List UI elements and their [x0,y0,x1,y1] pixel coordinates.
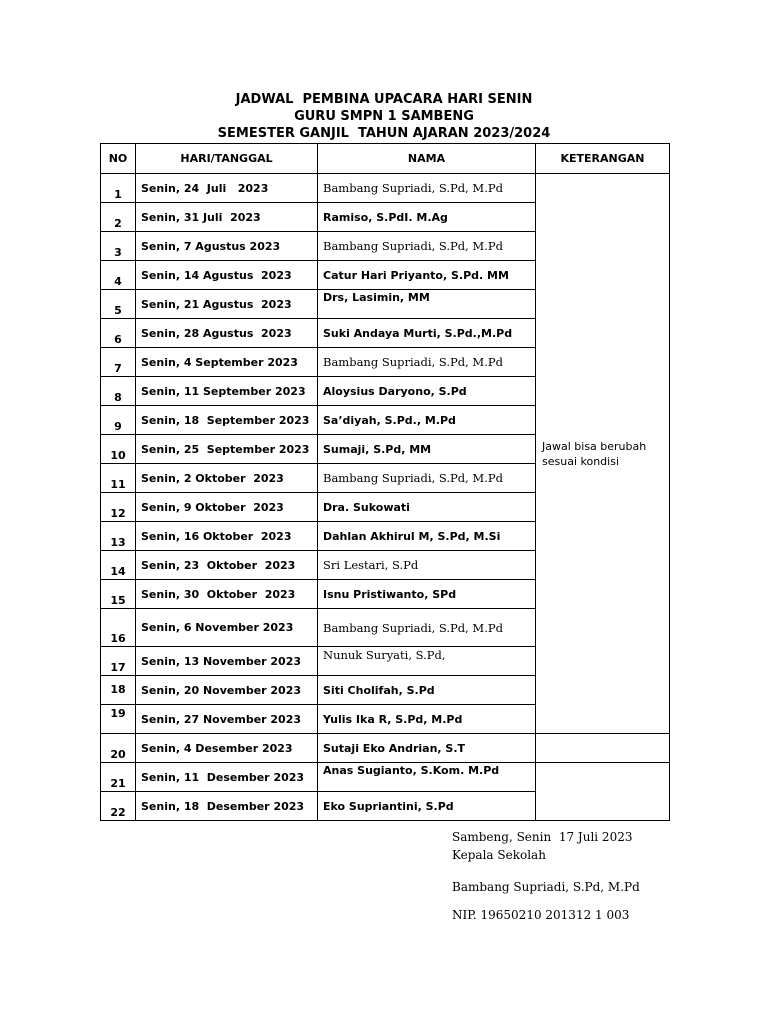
schedule-table [100,143,670,821]
row-nama: Ramiso, S.PdI. M.Ag [318,203,536,232]
header-nama: NAMA [318,144,536,174]
row-date: Senin, 27 November 2023 [136,705,318,734]
row-no: 21 [101,763,136,792]
row-no: 10 [101,435,136,464]
row-no: 22 [101,792,136,821]
row-no: 16 [101,609,136,647]
document-title [0,91,768,142]
row-date: Senin, 13 November 2023 [136,647,318,676]
row-date: Senin, 20 November 2023 [136,676,318,705]
row-nama: Bambang Supriadi, S.Pd, M.Pd [318,609,536,647]
row-no: 13 [101,522,136,551]
row-no: 14 [101,551,136,580]
row-no: 9 [101,406,136,435]
row-no: 3 [101,232,136,261]
header-keterangan: KETERANGAN [536,144,670,174]
signature-block [452,830,640,922]
row-nama: Suki Andaya Murti, S.Pd.,M.Pd [318,319,536,348]
row-nama: Catur Hari Priyanto, S.Pd. MM [318,261,536,290]
row-date: Senin, 11 Desember 2023 [136,763,318,792]
table-row [101,763,670,792]
row-date: Senin, 4 Desember 2023 [136,734,318,763]
keterangan-empty [536,734,670,763]
row-date: Senin, 16 Oktober 2023 [136,522,318,551]
row-nama: Siti Cholifah, S.Pd [318,676,536,705]
row-nama: Isnu Pristiwanto, SPd [318,580,536,609]
row-no: 8 [101,377,136,406]
title-line-3: SEMESTER GANJIL TAHUN AJARAN 2023/2024 [217,126,551,141]
row-date: Senin, 21 Agustus 2023 [136,290,318,319]
row-nama: Dahlan Akhirul M, S.Pd, M.Si [318,522,536,551]
row-nama: Sutaji Eko Andrian, S.T [318,734,536,763]
row-no: 19 [101,705,136,734]
header-hari-tanggal: HARI/TANGGAL [136,144,318,174]
row-nama: Yulis Ika R, S.Pd, M.Pd [318,705,536,734]
row-date: Senin, 18 Desember 2023 [136,792,318,821]
row-no: 7 [101,348,136,377]
row-nama: Bambang Supriadi, S.Pd, M.Pd [318,232,536,261]
row-no: 17 [101,647,136,676]
row-nama: Bambang Supriadi, S.Pd, M.Pd [318,348,536,377]
row-nama: Dra. Sukowati [318,493,536,522]
row-date: Senin, 9 Oktober 2023 [136,493,318,522]
table-header-row [101,144,670,174]
row-date: Senin, 11 September 2023 [136,377,318,406]
row-date: Senin, 4 September 2023 [136,348,318,377]
row-no: 15 [101,580,136,609]
row-nama: Eko Supriantini, S.Pd [318,792,536,821]
row-nama: Bambang Supriadi, S.Pd, M.Pd [318,174,536,203]
signature-name: Bambang Supriadi, S.Pd, M.Pd [452,880,640,894]
row-nama: Sri Lestari, S.Pd [318,551,536,580]
row-date: Senin, 18 September 2023 [136,406,318,435]
row-date: Senin, 6 November 2023 [136,609,318,647]
table-row [101,734,670,763]
row-nama: Aloysius Daryono, S.Pd [318,377,536,406]
title-line-2: GURU SMPN 1 SAMBENG [294,109,474,124]
row-date: Senin, 25 September 2023 [136,435,318,464]
row-no: 11 [101,464,136,493]
row-no: 18 [101,676,136,705]
title-line-1: JADWAL PEMBINA UPACARA HARI SENIN [235,92,533,107]
row-date: Senin, 14 Agustus 2023 [136,261,318,290]
row-nama: Anas Sugianto, S.Kom. M.Pd [318,763,536,792]
row-nama: Sumaji, S.Pd, MM [318,435,536,464]
row-no: 5 [101,290,136,319]
row-no: 6 [101,319,136,348]
header-no: NO [101,144,136,174]
signature-nip: NIP. 19650210 201312 1 003 [452,908,630,922]
row-nama: Bambang Supriadi, S.Pd, M.Pd [318,464,536,493]
table-row [101,174,670,203]
row-no: 1 [101,174,136,203]
row-date: Senin, 31 Juli 2023 [136,203,318,232]
row-no: 4 [101,261,136,290]
row-no: 12 [101,493,136,522]
keterangan-empty [536,763,670,821]
row-date: Senin, 7 Agustus 2023 [136,232,318,261]
row-nama: Nunuk Suryati, S.Pd, [318,647,536,676]
row-date: Senin, 2 Oktober 2023 [136,464,318,493]
row-nama: Sa’diyah, S.Pd., M.Pd [318,406,536,435]
signature-place-date: Sambeng, Senin 17 Juli 2023 [452,830,633,844]
row-date: Senin, 30 Oktober 2023 [136,580,318,609]
row-date: Senin, 23 Oktober 2023 [136,551,318,580]
row-no: 20 [101,734,136,763]
row-no: 2 [101,203,136,232]
keterangan-note: Jawal bisa berubah sesuai kondisi [536,174,670,734]
row-date: Senin, 24 Juli 2023 [136,174,318,203]
row-nama: Drs, Lasimin, MM [318,290,536,319]
row-date: Senin, 28 Agustus 2023 [136,319,318,348]
signature-role: Kepala Sekolah [452,848,546,862]
